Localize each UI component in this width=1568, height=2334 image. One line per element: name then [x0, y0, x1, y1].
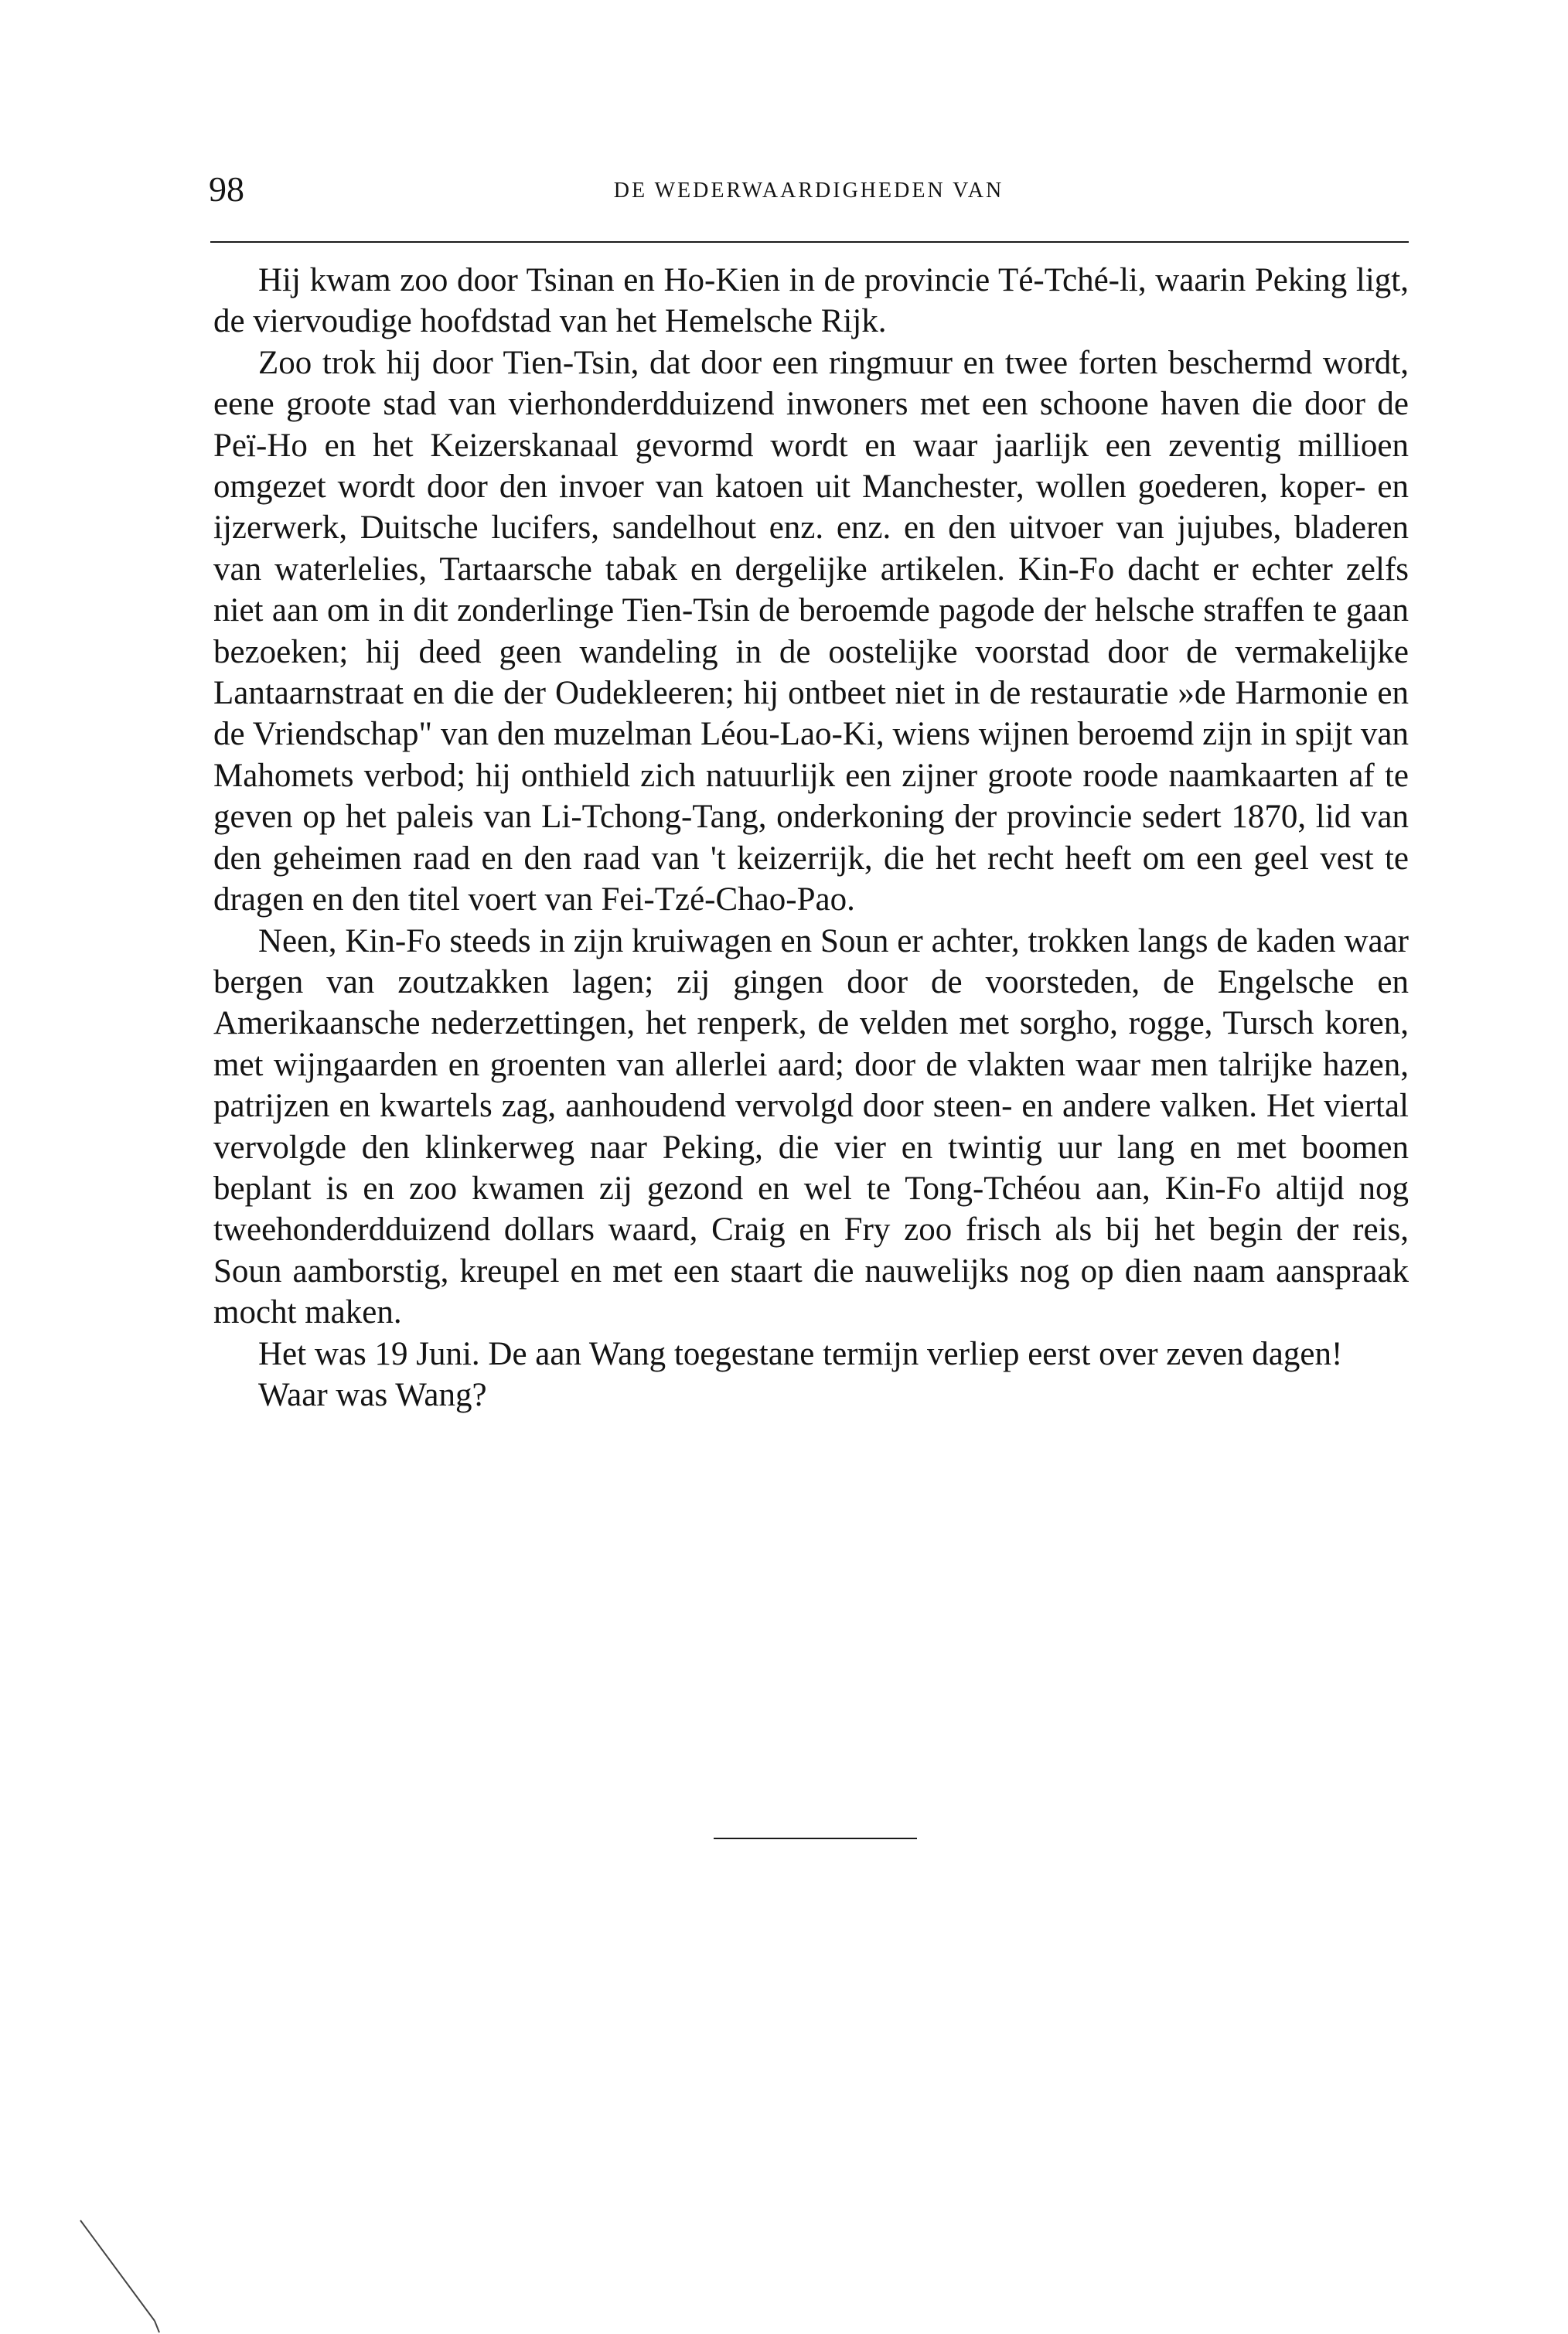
running-head: DE WEDERWAARDIGHEDEN VAN	[613, 179, 1004, 203]
paragraph: Hij kwam zoo door Tsinan en Ho-Kien in de provincie Té-Tché-li, waarin Peking ligt, de viervoudige hoofdstad van het Hemelsche Rijk.	[213, 262, 1409, 340]
scan-mark	[74, 2219, 182, 2334]
paragraph: Neen, Kin-Fo steeds in zijn kruiwagen en Soun er achter, trokken langs de kaden waar bergen van zoutzakken lagen; zij gingen door de voorsteden, de Engelsche en Amerikaansche nederzettingen, het renperk, de velden met sorgho, rogge, Tursch koren, met wijngaarden en groenten van allerlei aard; door de vlakten waar men talrijke hazen, patrijzen en kwartels zag, aanhoudend vervolgd door steen- en andere valken. Het viertal vervolgde den klinkerweg naar Peking, die vier en twintig uur lang en met boomen beplant is en zoo kwamen zij gezond en wel te Tong-Tchéou aan, Kin-Fo altijd nog tweehonderdduizend dollars waard, Craig en Fry zoo frisch als bij het begin der reis, Soun aamborstig, kreupel en met een staart die nauwelijks nog op dien naam aanspraak mocht maken.	[213, 922, 1409, 1331]
paragraph: Waar was Wang?	[258, 1376, 487, 1413]
paragraph: Het was 19 Juni. De aan Wang toegestane termijn verliep eerst over zeven dagen!	[258, 1335, 1343, 1372]
paragraph: Zoo trok hij door Tien-Tsin, dat door een ringmuur en twee forten beschermd wordt, eene groote stad van vierhonderdduizend inwoners met een schoone haven die door de Peï-Ho en het Keizerskanaal gevormd wordt en waar jaarlijk een zeventig millioen omgezet wordt door den invoer van katoen uit Manchester, wollen goederen, koper- en ijzerwerk, Duitsche lucifers, sandelhout enz. enz. en den uitvoer van jujubes, bladeren van waterlelies, Tartaarsche tabak en dergelijke artikelen. Kin-Fo dacht er echter zelfs niet aan om in dit zonderlinge Tien-Tsin de beroemde pagode der helsche straffen te gaan bezoeken; hij deed geen wandeling in de oostelijke voorstad door de vermakelijke Lantaarnstraat en die der Oudekleeren; hij ontbeet niet in de restauratie »de Harmonie en de Vriendschap" van den muzelman Léou-Lao-Ki, wiens wijnen beroemd zijn in spijt van Mahomets verbod; hij onthield zich natuurlijk een zijner groote roode naamkaarten af te geven op het paleis van Li-Tchong-Tang, onderkoning der provincie sedert 1870, lid van den geheimen raad en den raad van 't keizerrijk, die het recht heeft om een geel vest te dragen en den titel voert van Fei-Tzé-Chao-Pao.	[213, 344, 1409, 918]
chapter-end-rule	[714, 1838, 917, 1839]
page-header	[209, 169, 1409, 218]
page-number: 98	[209, 169, 244, 209]
header-rule	[210, 241, 1409, 243]
body-text	[213, 260, 1409, 1416]
